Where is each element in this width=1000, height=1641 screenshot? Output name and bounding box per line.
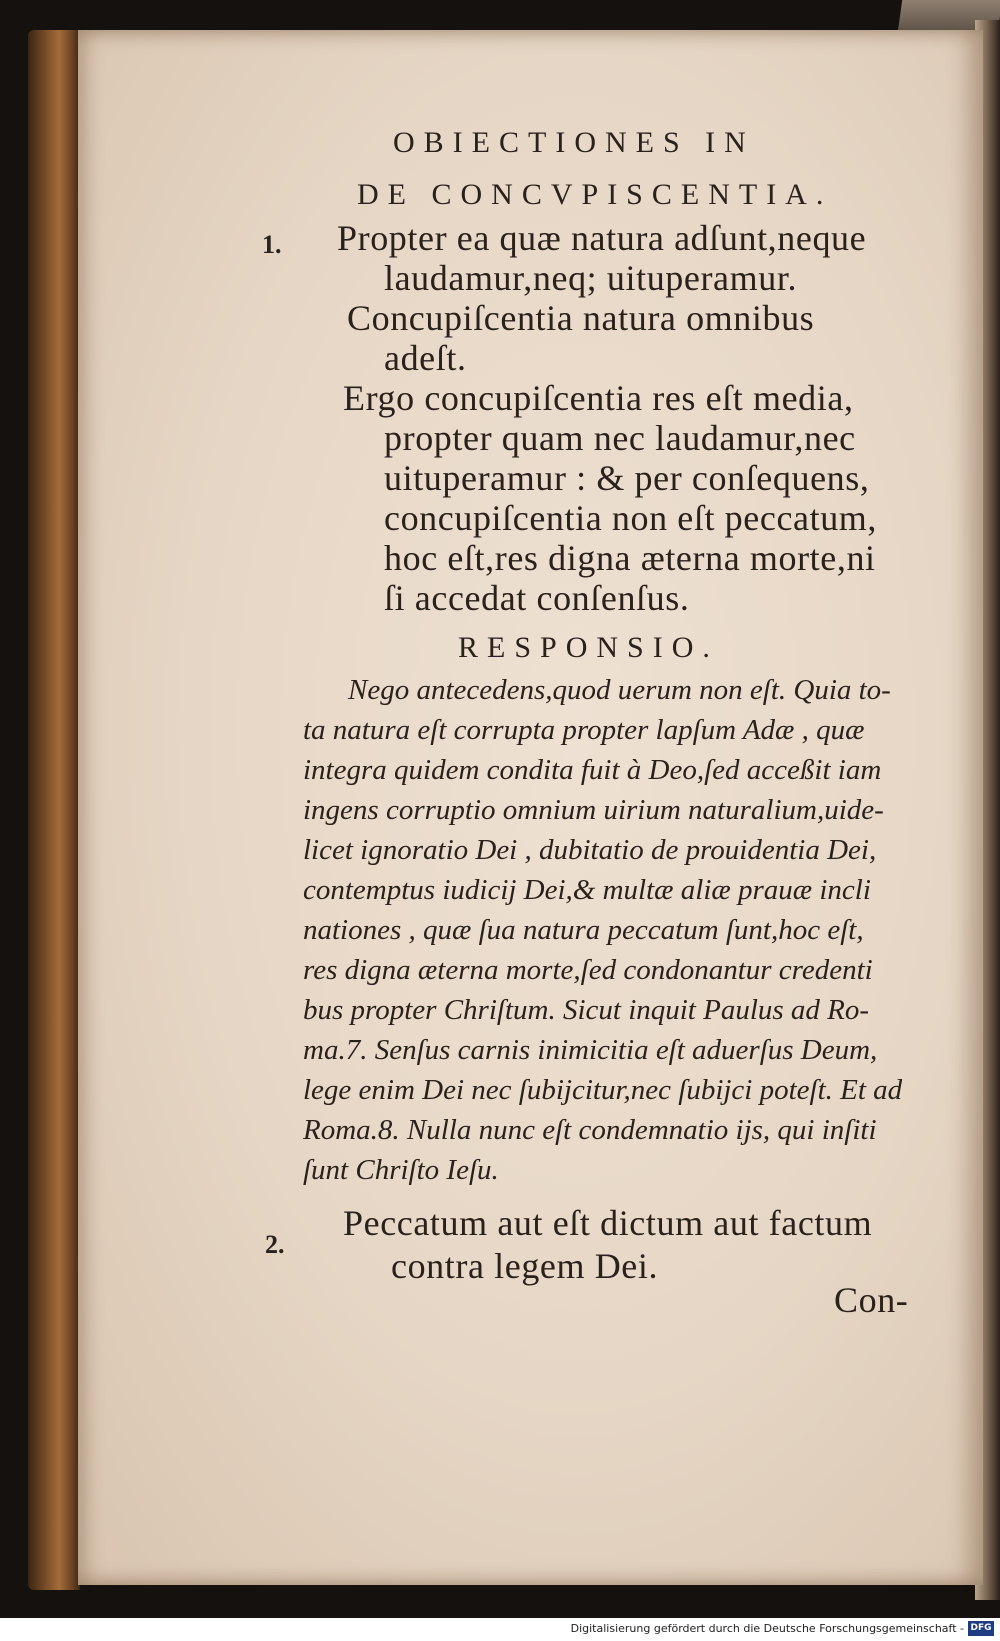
objection-1-line: propter quam nec laudamur,nec (384, 418, 856, 458)
dfg-logo: DFG (968, 1621, 994, 1636)
objection-2-number: 2. (265, 1230, 285, 1259)
response-line: ma.7. Senſus carnis inimicitia eſt aduerſus Deum, (303, 1034, 878, 1066)
response-line: licet ignoratio Dei , dubitatio de prouidentia Dei, (303, 834, 877, 866)
objection-1-line: concupiſcentia non eſt peccatum, (384, 498, 878, 538)
objection-1-line: ſi accedat conſenſus. (384, 578, 690, 618)
heading-line-2: DE CONCVPISCENTIA. (357, 178, 833, 211)
objection-1-line: Propter ea quæ natura adſunt,neque (337, 218, 867, 258)
objection-2-line: Peccatum aut eſt dictum aut factum (343, 1203, 873, 1243)
catchword: Con- (834, 1280, 909, 1320)
response-line: contemptus iudicij Dei,& multæ aliæ prauæ incli (303, 874, 871, 906)
response-line: lege enim Dei nec ſubijcitur,nec ſubijci poteſt. Et ad (303, 1074, 903, 1106)
response-line: ingens corruptio omnium uirium naturalium,uide- (303, 794, 884, 826)
objection-1-number: 1. (262, 230, 282, 259)
response-line: bus propter Chriſtum. Sicut inquit Paulus ad Ro- (303, 994, 870, 1026)
response-line: integra quidem condita fuit à Deo,ſed acceßit iam (303, 754, 882, 786)
response-line: Nego antecedens,quod uerum non eſt. Quia to- (348, 674, 891, 706)
heading-line-1: OBIECTIONES IN (393, 126, 755, 159)
objection-1-line: Concupiſcentia natura omnibus (347, 298, 815, 338)
response-line: nationes , quæ ſua natura peccatum ſunt,hoc eſt, (303, 914, 864, 946)
objection-1-line: adeſt. (384, 338, 467, 378)
objection-1-line: laudamur,neq; uituperamur. (384, 258, 798, 298)
objection-1-line: uituperamur : & per conſequens, (384, 458, 870, 498)
response-heading: RESPONSIO. (458, 631, 719, 664)
response-line: ta natura eſt corrupta propter lapſum Adæ , quæ (303, 714, 865, 746)
response-line: res digna æterna morte,ſed condonantur credenti (303, 954, 873, 986)
book-binding-edge (28, 30, 80, 1590)
response-line: ſunt Chriſto Ieſu. (303, 1154, 499, 1186)
response-line: Roma.8. Nulla nunc eſt condemnatio ijs, qui inſiti (303, 1114, 877, 1146)
funding-credit: Digitalisierung gefördert durch die Deutsche Forschungsgemeinschaft - (570, 1622, 964, 1635)
objection-1-line: hoc eſt,res digna æterna morte,ni (384, 538, 876, 578)
objection-2-line: contra legem Dei. (391, 1246, 659, 1286)
objection-1-line: Ergo concupiſcentia res eſt media, (343, 378, 854, 418)
